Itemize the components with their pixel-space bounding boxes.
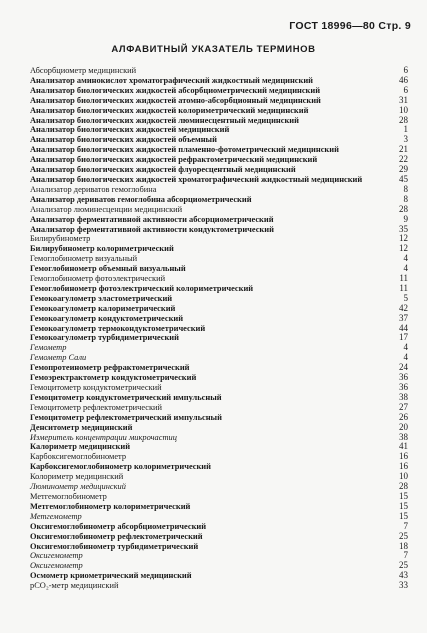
index-entry-term: Измеритель концентрации микрочастиц	[30, 432, 177, 442]
index-entry-page: 24	[399, 362, 408, 373]
index-entry-page: 16	[399, 451, 408, 462]
index-entry	[30, 383, 408, 393]
index-entry-page: 17	[399, 332, 408, 343]
index-entry-term: Анализатор биологических жидкостей колориметрический медицинский	[30, 105, 309, 115]
index-entry-term: Абсорбциометр медицинский	[30, 66, 137, 75]
index-entry	[30, 116, 408, 126]
index-entry-term: Колориметр медицинский	[30, 472, 124, 482]
index-entry-page: 25	[399, 530, 408, 541]
index-entry-term: Анализатор дериватов гемоглобина абсорциометрический	[30, 194, 252, 204]
index-entry-term: Гемометр Сали	[30, 353, 87, 363]
index-entry-term: Анализатор биологических жидкостей хроматографический жидкостный медицинский	[30, 174, 363, 184]
index-entry-term: Анализатор биологических жидкостей рефрактометрический медицинский	[30, 155, 318, 165]
index-entry-term: Калориметр медицинский	[30, 442, 131, 452]
index-entry-page: 27	[399, 401, 408, 412]
index-entry-term: Анализатор биологических жидкостей абсорбциометрический медицинский	[30, 85, 321, 95]
index-entry	[30, 244, 408, 254]
index-entry-page: 43	[399, 570, 408, 581]
index-entry-page: 42	[399, 302, 408, 313]
index-entry-term: Оксигемоглобинометр абсорбциометрический	[30, 521, 207, 531]
index-entry-page: 4	[403, 253, 408, 264]
index-entry	[30, 106, 408, 116]
index-entry	[30, 492, 408, 502]
index-entry	[30, 234, 408, 244]
index-entry-term: Метгемометр	[30, 511, 82, 521]
index-entry-page: 33	[399, 580, 408, 591]
index-entry	[30, 423, 408, 433]
index-entry-page: 4	[403, 342, 408, 353]
index-entry	[30, 215, 408, 225]
index-entry-page: 15	[399, 490, 408, 501]
index-entry	[30, 581, 408, 591]
index-entry	[30, 205, 408, 215]
index-entry-term: Гемоцитометр рефлектометрический	[30, 402, 163, 412]
index-entry	[30, 304, 408, 314]
index-entry	[30, 532, 408, 542]
index-entry	[30, 294, 408, 304]
index-entry	[30, 324, 408, 334]
index-entry-term: Метгемоглобинометр колориметрический	[30, 501, 191, 511]
index-entry-page: 4	[403, 352, 408, 363]
index-entry	[30, 76, 408, 86]
index-entry-term: Гемоглобинометр визуальный	[30, 254, 138, 264]
index-entry	[30, 96, 408, 106]
index-entry-page: 25	[399, 560, 408, 571]
index-entry-term: pCO₂-метр медицинский	[30, 581, 119, 591]
index-entry-page: 28	[399, 481, 408, 492]
index-entry-page: 22	[399, 154, 408, 165]
index-entry	[30, 314, 408, 324]
index-entry-page: 36	[399, 372, 408, 383]
index-entry-term: Карбоксигемоглобинометр	[30, 452, 127, 462]
index-entry-page: 20	[399, 421, 408, 432]
index-entry-page: 8	[403, 183, 408, 194]
index-entry-term: Гемоглобинометр объемный визуальный	[30, 264, 186, 274]
page-title: АЛФАВИТНЫЙ УКАЗАТЕЛЬ ТЕРМИНОВ	[111, 44, 316, 55]
index-entry-term: Анализатор ферментативной активности кондуктометрический	[30, 224, 274, 234]
index-entry-page: 12	[399, 233, 408, 244]
index-entry-page: 1	[403, 124, 408, 135]
index-entry	[30, 175, 408, 185]
index-entry-term: Билирубинометр колориметрический	[30, 244, 174, 254]
term-index-list	[30, 66, 408, 591]
index-entry-page: 37	[399, 312, 408, 323]
index-entry-term: Анализатор биологических жидкостей объемный	[30, 135, 217, 145]
index-entry-page: 7	[403, 550, 408, 561]
index-entry-page: 12	[399, 243, 408, 254]
index-entry-term: Анализатор биологических жидкостей флуоресцентный медицинский	[30, 165, 296, 175]
index-entry-term: Оксигемоглобинометр рефлектометрический	[30, 531, 203, 541]
index-entry	[30, 571, 408, 581]
index-entry	[30, 482, 408, 492]
index-entry	[30, 66, 408, 76]
index-entry	[30, 472, 408, 482]
index-entry-page: 7	[403, 520, 408, 531]
index-entry	[30, 452, 408, 462]
index-entry	[30, 403, 408, 413]
index-entry-term: Анализатор биологических жидкостей атомно-абсорбционный медицинский	[30, 95, 321, 105]
index-entry	[30, 165, 408, 175]
index-entry	[30, 522, 408, 532]
index-entry-page: 11	[399, 282, 408, 293]
index-entry-page: 41	[399, 441, 408, 452]
index-entry-page: 16	[399, 461, 408, 472]
index-entry	[30, 86, 408, 96]
index-entry-term: Денситометр медицинский	[30, 422, 133, 432]
index-entry-page: 15	[399, 510, 408, 521]
index-entry-term: Оксигемоглобинометр турбидиметрический	[30, 541, 199, 551]
index-entry-term: Гемоцитометр кондуктометрический	[30, 383, 162, 392]
index-entry-page: 10	[399, 104, 408, 115]
index-entry-page: 46	[399, 74, 408, 85]
index-entry-term: Гемоцитометр кондуктометрический импульсный	[30, 392, 222, 402]
index-entry-term: Гемокоагулометр эластометрический	[30, 293, 173, 303]
index-entry	[30, 442, 408, 452]
index-entry-page: 10	[399, 471, 408, 482]
index-entry-page: 6	[403, 84, 408, 95]
index-entry-term: Гемокоагулометр турбидиметрический	[30, 333, 179, 343]
index-entry-page: 26	[399, 411, 408, 422]
index-entry-page: 36	[399, 382, 408, 392]
index-entry-term: Гемоглобинометр фотоэлектрический	[30, 274, 166, 284]
index-entry	[30, 254, 408, 264]
index-entry	[30, 502, 408, 512]
index-entry-page: 21	[399, 144, 408, 155]
index-entry-term: Люминометр медицинский	[30, 482, 126, 492]
index-entry-term: Анализатор люминесценции медицинский	[30, 204, 183, 214]
index-entry	[30, 413, 408, 423]
index-entry-page: 3	[403, 134, 408, 145]
index-entry-term: Гемопротеинометр рефрактометрический	[30, 363, 190, 373]
index-entry-term: Оксигемометр	[30, 551, 83, 561]
index-entry-term: Гемокоагулометр кондуктометрический	[30, 313, 184, 323]
index-entry	[30, 551, 408, 561]
index-entry	[30, 264, 408, 274]
index-entry-page: 28	[399, 114, 408, 125]
index-entry-term: Гемокоагулометр калориметрический	[30, 303, 176, 313]
index-entry	[30, 542, 408, 552]
index-entry-term: Карбоксигемоглобинометр колориметрический	[30, 462, 211, 472]
index-entry	[30, 363, 408, 373]
index-entry-page: 28	[399, 203, 408, 214]
index-entry-term: Осмометр криометрический медицинский	[30, 571, 192, 581]
index-entry-term: Гемокоагулометр термокондуктометрический	[30, 323, 206, 333]
index-entry-term: Гемометр	[30, 343, 67, 353]
index-entry-page: 11	[399, 273, 408, 284]
index-entry-page: 29	[399, 164, 408, 175]
index-entry	[30, 135, 408, 145]
index-entry	[30, 284, 408, 294]
index-entry-page: 18	[399, 540, 408, 551]
index-entry-term: Метгемоглобинометр	[30, 491, 107, 501]
index-entry-term: Гемоэректрактометр кондуктометрический	[30, 373, 197, 383]
index-entry	[30, 343, 408, 353]
index-entry	[30, 274, 408, 284]
index-entry	[30, 462, 408, 472]
index-entry-term: Анализатор аминокислот хроматографический жидкостный медицинский	[30, 75, 313, 85]
index-entry-page: 9	[403, 213, 408, 224]
index-entry-page: 5	[403, 292, 408, 303]
index-entry-term: Гемоцитометр рефлектометрический импульсный	[30, 412, 222, 422]
index-entry-page: 6	[403, 65, 408, 75]
index-entry	[30, 125, 408, 135]
index-entry-term: Гемоглобинометр фотоэлектрический колориметрический	[30, 283, 254, 293]
index-entry-page: 38	[399, 391, 408, 402]
index-entry	[30, 353, 408, 363]
index-entry-term: Анализатор биологических жидкостей медицинский	[30, 125, 230, 135]
index-entry	[30, 333, 408, 343]
index-entry-page: 8	[403, 193, 408, 204]
index-entry	[30, 145, 408, 155]
index-entry	[30, 185, 408, 195]
index-entry-term: Анализатор ферментативной активности абсорциометрический	[30, 214, 274, 224]
index-entry	[30, 433, 408, 443]
index-entry-page: 38	[399, 431, 408, 442]
index-entry-page: 35	[399, 223, 408, 234]
index-entry-page: 4	[403, 263, 408, 274]
index-entry	[30, 561, 408, 571]
index-entry-page: 45	[399, 173, 408, 184]
index-entry	[30, 393, 408, 403]
index-entry	[30, 225, 408, 235]
index-entry	[30, 195, 408, 205]
page-header: ГОСТ 18996—80 Стр. 9	[289, 20, 411, 32]
index-entry-page: 31	[399, 94, 408, 105]
index-entry-page: 15	[399, 500, 408, 511]
index-entry-term: Анализатор биологических жидкостей пламенно-фотометрический медицинский	[30, 145, 339, 155]
index-entry	[30, 512, 408, 522]
index-entry-term: Оксигемометр	[30, 561, 83, 571]
index-entry-term: Анализатор дериватов гемоглобина	[30, 184, 157, 194]
index-entry	[30, 373, 408, 383]
index-entry	[30, 155, 408, 165]
index-entry-term: Анализатор биологических жидкостей люминесцентный медицинский	[30, 115, 299, 125]
index-entry-term: Билирубинометр	[30, 234, 91, 244]
index-entry-page: 44	[399, 322, 408, 333]
